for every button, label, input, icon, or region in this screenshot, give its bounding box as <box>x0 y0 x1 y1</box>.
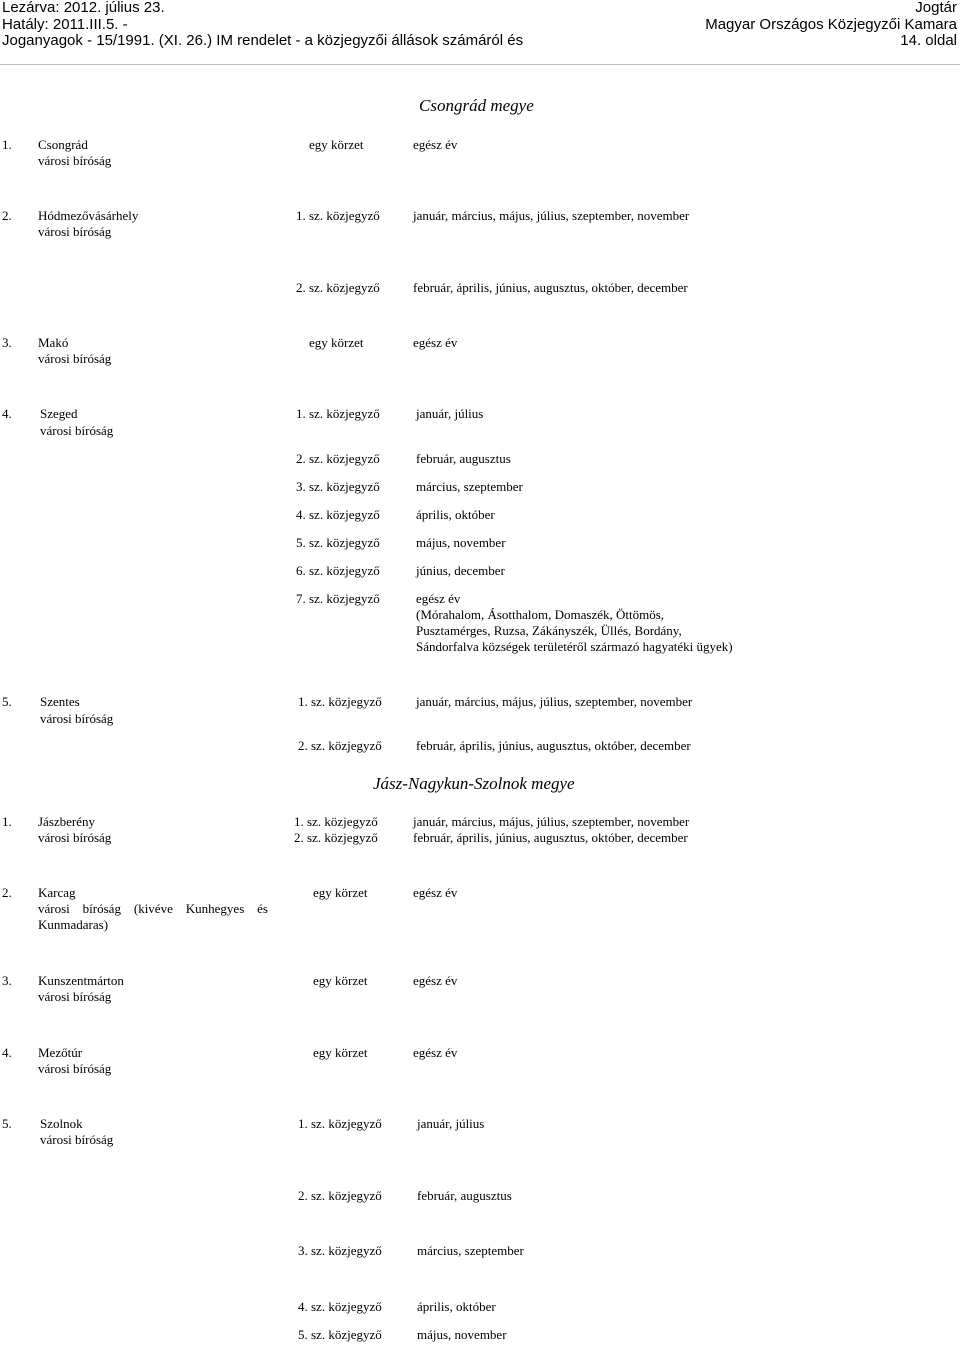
schedule-text: március, szeptember <box>416 479 523 494</box>
schedule-text: egész év <box>416 591 461 606</box>
entry-number: 5. <box>2 1116 12 1131</box>
district-label: egy körzet <box>313 885 368 900</box>
schedule-text: május, november <box>417 1327 507 1342</box>
header-left <box>2 0 523 50</box>
notary-label: 5. sz. közjegyző <box>298 1327 382 1342</box>
court-label: városi bíróság <box>38 830 112 845</box>
header-divider <box>0 64 960 65</box>
header-brand: Jogtár <box>915 0 957 16</box>
court-label: városi bíróság <box>38 1061 112 1076</box>
schedule-text: január, március, május, július, szeptember, november <box>416 694 693 709</box>
entry-number: 4. <box>2 406 12 421</box>
header-closed-date: Lezárva: 2012. július 23. <box>2 0 165 16</box>
schedule-text: február, április, június, augusztus, október, december <box>416 738 691 753</box>
entry-number: 3. <box>2 335 12 350</box>
schedule-text: február, április, június, augusztus, október, december <box>413 830 688 845</box>
header-legal-source: Joganyagok - 15/1991. (XI. 26.) IM rendelet - a közjegyzői állások számáról és <box>2 32 524 49</box>
court-label: városi bíróság (kivéve Kunhegyes és <box>38 901 268 916</box>
notary-label: 3. sz. közjegyző <box>296 479 380 494</box>
county-heading-jasz: Jász-Nagykun-Szolnok megye <box>373 774 575 793</box>
entry-number: 1. <box>2 814 12 829</box>
entry-number: 2. <box>2 208 12 223</box>
header-chamber: Magyar Országos Közjegyzői Kamara <box>705 15 957 33</box>
schedule-text: április, október <box>417 1299 496 1314</box>
header-right <box>705 0 957 50</box>
schedule-text: egész év <box>413 137 458 152</box>
notary-label: 1. sz. közjegyző <box>296 406 380 421</box>
county-heading-csongrad: Csongrád megye <box>419 96 534 115</box>
entry-number: 3. <box>2 973 12 988</box>
notary-label: 2. sz. közjegyző <box>298 738 382 753</box>
schedule-text: egész év <box>413 885 458 900</box>
schedule-text: egész év <box>413 335 458 350</box>
court-label: városi bíróság <box>40 711 114 726</box>
city-name: Hódmezővásárhely <box>38 208 139 223</box>
schedule-text: február, április, június, augusztus, október, december <box>413 280 688 295</box>
court-label: városi bíróság <box>40 423 114 438</box>
schedule-text: január, július <box>417 1116 485 1131</box>
notary-label: 6. sz. közjegyző <box>296 563 380 578</box>
schedule-text: május, november <box>416 535 506 550</box>
schedule-text: április, október <box>416 507 495 522</box>
district-label: egy körzet <box>313 1045 368 1060</box>
city-name: Szentes <box>40 694 80 709</box>
entry-number: 2. <box>2 885 12 900</box>
court-label: Kunmadaras) <box>38 917 109 932</box>
notary-label: 3. sz. közjegyző <box>298 1243 382 1258</box>
city-name: Makó <box>38 335 69 350</box>
jurisdiction-note: (Mórahalom, Ásotthalom, Domaszék, Öttömös, <box>416 607 665 622</box>
city-name: Kunszentmárton <box>38 973 124 988</box>
schedule-text: egész év <box>413 973 458 988</box>
entry-number: 1. <box>2 137 12 152</box>
notary-label: 1. sz. közjegyző <box>298 694 382 709</box>
notary-label: 7. sz. közjegyző <box>296 591 380 606</box>
header-effective-date: Hatály: 2011.III.5. - <box>2 15 128 33</box>
notary-label: 4. sz. közjegyző <box>296 507 380 522</box>
jurisdiction-note: Sándorfalva községek területéről származó hagyatéki ügyek) <box>416 639 733 654</box>
notary-label: 2. sz. közjegyző <box>296 280 380 295</box>
notary-label: 2. sz. közjegyző <box>298 1188 382 1203</box>
jurisdiction-note: Pusztamérges, Ruzsa, Zákányszék, Üllés, Bordány, <box>416 623 682 638</box>
schedule-text: január, július <box>416 406 484 421</box>
city-name: Szeged <box>40 406 78 421</box>
court-label: városi bíróság <box>38 989 112 1004</box>
page-header <box>0 0 960 62</box>
court-label: városi bíróság <box>40 1132 114 1147</box>
city-name: Karcag <box>38 885 76 900</box>
notary-label: 4. sz. közjegyző <box>298 1299 382 1314</box>
city-name: Jászberény <box>38 814 96 829</box>
schedule-text: egész év <box>413 1045 458 1060</box>
notary-label: 1. sz. közjegyző <box>296 208 380 223</box>
schedule-text: január, március, május, július, szeptember, november <box>413 208 690 223</box>
schedule-text: február, augusztus <box>417 1188 512 1203</box>
schedule-text: június, december <box>416 563 505 578</box>
notary-label: 2. sz. közjegyző <box>294 830 378 845</box>
city-name: Szolnok <box>40 1116 83 1131</box>
notary-label: 1. sz. közjegyző <box>298 1116 382 1131</box>
court-label: városi bíróság <box>38 153 112 168</box>
district-label: egy körzet <box>313 973 368 988</box>
district-label: egy körzet <box>309 137 364 152</box>
header-page-number: 14. oldal <box>900 32 957 49</box>
entry-number: 5. <box>2 694 12 709</box>
schedule-text: február, augusztus <box>416 451 511 466</box>
notary-label: 5. sz. közjegyző <box>296 535 380 550</box>
court-label: városi bíróság <box>38 351 112 366</box>
schedule-text: január, március, május, július, szeptember, november <box>413 814 690 829</box>
notary-label: 2. sz. közjegyző <box>296 451 380 466</box>
schedule-text: március, szeptember <box>417 1243 524 1258</box>
court-label: városi bíróság <box>38 224 112 239</box>
city-name: Mezőtúr <box>38 1045 83 1060</box>
notary-label: 1. sz. közjegyző <box>294 814 378 829</box>
city-name: Csongrád <box>38 137 88 152</box>
entry-number: 4. <box>2 1045 12 1060</box>
district-label: egy körzet <box>309 335 364 350</box>
